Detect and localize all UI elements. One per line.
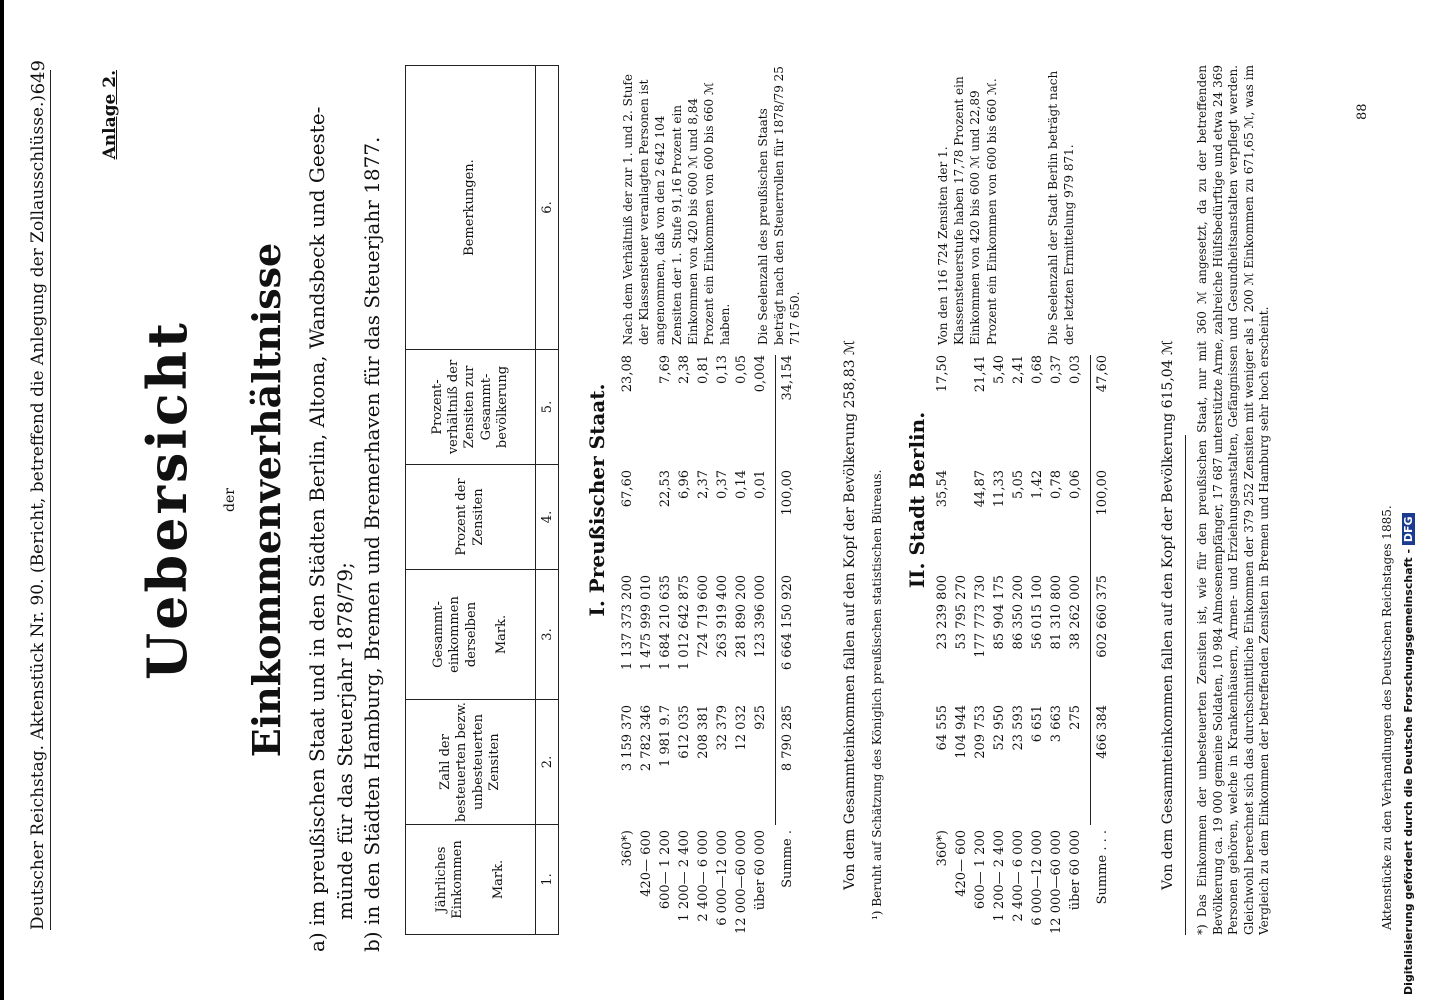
- table-cell: 2,41: [1011, 355, 1026, 384]
- table-cell: 22,53: [658, 470, 673, 508]
- table-cell: 208 381: [696, 705, 711, 759]
- table-cell: 23,08: [620, 355, 635, 393]
- table-cell: 925: [753, 705, 768, 730]
- running-head: [28, 60, 49, 930]
- section-title: I. Preußischer Staat.: [585, 383, 609, 617]
- table-cell: 2 400— 6 000: [696, 830, 711, 922]
- remark: Die Seelenzahl der Stadt Berlin beträgt nach der letzten Ermittelung 979 871.: [1046, 70, 1077, 345]
- table-cell: über 60 000: [753, 830, 768, 911]
- sum-row: [1095, 65, 1113, 935]
- header-percent: Prozent der Zensiten: [406, 465, 536, 570]
- remark: Die Seelenzahl des preußischen Staats beträgt nach den Steuerrollen für 1878/79 25 717 650.: [756, 66, 803, 345]
- table-cell: 11,33: [992, 470, 1007, 508]
- table-cell: 600— 1 200: [973, 830, 988, 910]
- section-title: II. Stadt Berlin.: [905, 411, 929, 589]
- bottom-left-note: Aktenstücke zu den Verhandlungen des Deutschen Reichstages 1885.: [1380, 505, 1394, 930]
- remark: Von den 116 724 Zensiten der 1. Klassensteuerstufe haben 17,78 Prozent ein Einkommen von 420 bis 600 ℳ und 22,89 Prozent ein Einkommen von 600 bis 660 ℳ.: [936, 76, 999, 345]
- scope-line-a1: a) im preußischen Staat und in den Städten Berlin, Altona, Wandsbeck und Geeste-: [305, 106, 329, 952]
- page-subtitle: Einkommenverhältnisse: [244, 242, 289, 758]
- table-cell: 1 684 210 635: [658, 575, 673, 671]
- scope-line-a2: münde für das Steuerjahr 1878/79;: [333, 562, 357, 920]
- table-cell: 263 919 400: [715, 575, 730, 658]
- anlage-label: Anlage 2.: [100, 70, 120, 160]
- dfg-logo: DFG: [1402, 513, 1415, 545]
- table-cell: 602 660 375: [1095, 575, 1110, 658]
- table-cell: 466 384: [1095, 705, 1110, 759]
- table-cell: 104 944: [954, 705, 969, 759]
- col-number: 4.: [536, 465, 559, 570]
- table-cell: 7,69: [658, 355, 673, 384]
- table-cell: 1 137 373 200: [620, 575, 635, 671]
- table-cell: 0,68: [1030, 355, 1045, 384]
- table-cell: 6 000—12 000: [1030, 830, 1045, 926]
- table-cell: 600— 1 200: [658, 830, 673, 910]
- table-cell: 5,05: [1011, 470, 1026, 499]
- table-cell: 38 262 000: [1068, 575, 1083, 650]
- title-connector: der: [222, 488, 238, 512]
- table-cell: 23 239 800: [935, 575, 950, 650]
- divider: [1185, 435, 1186, 935]
- footnote: *) Das Einkommen der unbesteuerten Zensiten ist, wie für den preußischen Staat, nur mit 360 ℳ angesetzt, da zu der betreffenden Bevölkerung ca. 19 000 gemeine Soldaten, 10 984 Almosenempfänger, 17 687 unterstützte Arme, zahlreiche Hülfsbedürftige und etwa 24 369 Personen gehören, welche in Krankenhäusern, Armen- und Erziehungsanstalten, Gefängnissen und Gesundheitsanstalten verpflegt werden. Gleichwohl berechnet sich das durchschnittliche Einkommen der 379 252 Zensiten mit weniger als 1 200 ℳ Einkommen zu 671,65 ℳ, was im Vergleich zu dem Einkommen der betreffenden Zensiten in Bremen und Hamburg sehr hoch erscheint.: [1195, 65, 1272, 935]
- col-number: 2.: [536, 700, 559, 825]
- table-cell: 53 795 270: [954, 575, 969, 650]
- header-total-income: Gesammt-einkommen derselben Mark.: [406, 570, 536, 700]
- table-cell: 32 379: [715, 705, 730, 751]
- table-cell: 0,01: [753, 470, 768, 499]
- table-cell: 0,37: [715, 470, 730, 499]
- running-head-text: Deutscher Reichstag. Aktenstück Nr. 90. (Bericht, betreffend die Anlegung der Zollausschlüsse.): [28, 94, 48, 930]
- sum-divider: [775, 355, 776, 825]
- table-cell: 86 350 200: [1011, 575, 1026, 650]
- dfg-imprint: [1402, 5, 1424, 995]
- header-income: Jährliches Einkommen Mark.: [406, 825, 536, 935]
- per-head-line: Von dem Gesammteinkommen fallen auf den Kopf der Bevölkerung 258,83 ℳ: [842, 339, 858, 890]
- table-cell: 56 015 100: [1030, 575, 1045, 650]
- table-cell: 281 890 200: [734, 575, 749, 658]
- table-cell: Summe . . .: [1095, 830, 1110, 905]
- table-cell: 177 773 730: [973, 575, 988, 658]
- table-cell: 360*): [935, 830, 950, 867]
- table-cell: über 60 000: [1068, 830, 1083, 911]
- table-cell: 123 396 000: [753, 575, 768, 658]
- header-percent-population: Prozent-verhältniß der Zensiten zur Gesammt-bevölkerung: [406, 350, 536, 465]
- table-cell: 209 753: [973, 705, 988, 759]
- table-cell: 0,06: [1068, 470, 1083, 499]
- table-cell: 1 200— 2 400: [992, 830, 1007, 922]
- table-cell: 2 782 346: [639, 705, 654, 772]
- page-number: 649: [28, 60, 49, 95]
- table-cell: 52 950: [992, 705, 1007, 751]
- table-cell: 724 719 600: [696, 575, 711, 658]
- table-cell: 0,81: [696, 355, 711, 384]
- table-cell: 0,78: [1049, 470, 1064, 499]
- footnote: ¹) Beruht auf Schätzung des Königlich preußischen statistischen Büreaus.: [870, 469, 884, 920]
- table-cell: 0,13: [715, 355, 730, 384]
- signature-mark: 88: [1355, 103, 1370, 120]
- table-cell: 1,42: [1030, 470, 1045, 499]
- imprint-text: Digitalisierung gefördert durch die Deutsche Forschungsgemeinschaft -: [1402, 548, 1415, 995]
- table-cell: 2 400— 6 000: [1011, 830, 1026, 922]
- table-cell: 6 651: [1030, 705, 1045, 743]
- table-cell: 35,54: [935, 470, 950, 508]
- table-cell: 1 981 9.7: [658, 705, 673, 768]
- col-number: 6.: [536, 66, 559, 350]
- table-cell: 0,05: [734, 355, 749, 384]
- table-cell: 12 032: [734, 705, 749, 751]
- table-cell: 3 663: [1049, 705, 1064, 743]
- col-number: 5.: [536, 350, 559, 465]
- table-cell: 6 000—12 000: [715, 830, 730, 926]
- table-cell: 85 904 175: [992, 575, 1007, 650]
- table-cell: 0,37: [1049, 355, 1064, 384]
- table-header: [405, 65, 559, 935]
- table-cell: 67,60: [620, 470, 635, 508]
- scope-line-b: b) in den Städten Hamburg, Bremen und Bremerhaven für das Steuerjahr 1877.: [360, 136, 384, 952]
- table-cell: 1 475 999 010: [639, 575, 654, 671]
- table-cell: 100,00: [1095, 470, 1110, 516]
- table-cell: 17,50: [935, 355, 950, 393]
- table-cell: 5,40: [992, 355, 1007, 384]
- table-cell: 1 012 642 875: [677, 575, 692, 671]
- table-cell: 34,154: [780, 355, 795, 401]
- table-cell: 81 310 800: [1049, 575, 1064, 650]
- table-cell: 0,14: [734, 470, 749, 499]
- header-count: Zahl der besteuerten bezw. unbesteuerten Zensiten: [406, 700, 536, 825]
- table-cell: 275: [1068, 705, 1083, 730]
- per-head-line: Von dem Gesammteinkommen fallen auf den Kopf der Bevölkerung 615,04 ℳ: [1160, 339, 1176, 890]
- table-cell: 6 664 150 920: [780, 575, 795, 671]
- table-cell: 0,004: [753, 355, 768, 393]
- table-cell: 12 000—60 000: [734, 830, 749, 934]
- table-cell: 44,87: [973, 470, 988, 508]
- table-cell: 8 790 285: [780, 705, 795, 772]
- table-cell: 21,41: [973, 355, 988, 393]
- table-row: [734, 65, 752, 935]
- table-cell: 12 000—60 000: [1049, 830, 1064, 934]
- table-cell: 100,00: [780, 470, 795, 516]
- divider: [50, 70, 51, 930]
- remark: Nach dem Verhältniß der zur 1. und 2. Stufe der Klassensteuer veranlagten Personen ist angenommen, daß von den 2 642 104 Zensiten der 1. Stufe 91,16 Prozent ein Einkommen von 420 bis 600 ℳ und 8,84 Prozent ein Einkommen von 600 bis 660 ℳ haben.: [621, 74, 733, 345]
- table-cell: 360*): [620, 830, 635, 867]
- table-cell: 6,96: [677, 470, 692, 499]
- table-cell: 64 555: [935, 705, 950, 751]
- header-remarks: Bemerkungen.: [406, 66, 536, 350]
- table-cell: 0,03: [1068, 355, 1083, 384]
- table-row: [1011, 65, 1029, 935]
- sum-divider: [1090, 355, 1091, 825]
- table-cell: Summe .: [780, 830, 795, 888]
- table-cell: 612 035: [677, 705, 692, 759]
- col-number: 1.: [536, 825, 559, 935]
- col-number: 3.: [536, 570, 559, 700]
- table-cell: 47,60: [1095, 355, 1110, 393]
- table-cell: 1 200— 2 400: [677, 830, 692, 922]
- page-title: Uebersicht: [135, 320, 199, 681]
- table-cell: 2,38: [677, 355, 692, 384]
- table-cell: 3 159 370: [620, 705, 635, 772]
- table-cell: 420— 600: [954, 830, 969, 897]
- table-cell: 420— 600: [639, 830, 654, 897]
- table-cell: 23 593: [1011, 705, 1026, 751]
- table-cell: 2,37: [696, 470, 711, 499]
